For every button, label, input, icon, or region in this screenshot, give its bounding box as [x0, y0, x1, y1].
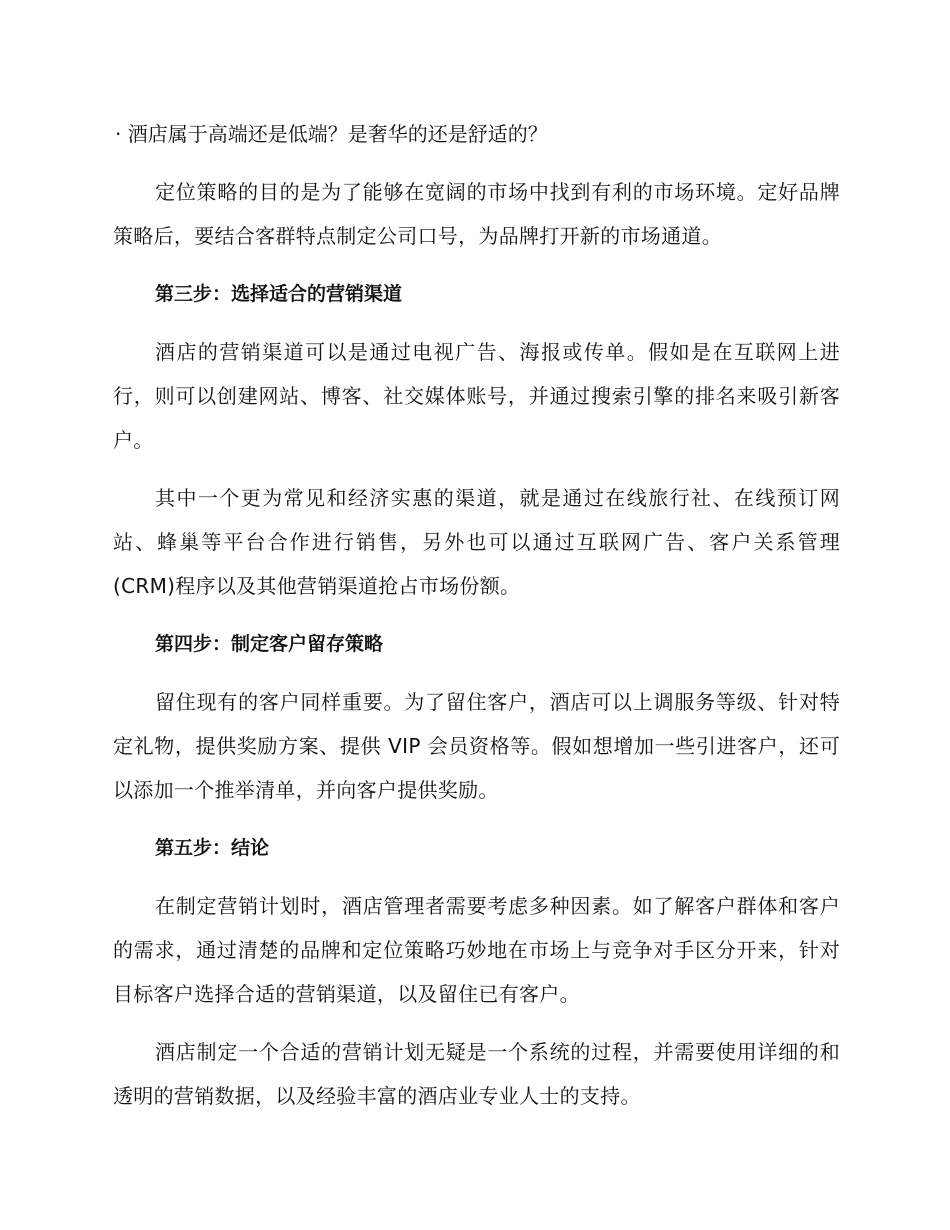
paragraph-closing: 酒店制定一个合适的营销计划无疑是一个系统的过程，并需要使用详细的和透明的营销数据，以及经验丰富的酒店业专业人士的支持。: [113, 1040, 840, 1108]
bullet-item: · 酒店属于高端还是低端？是奢华的还是舒适的？: [115, 122, 548, 146]
paragraph-conclusion: 在制定营销计划时，酒店管理者需要考虑多种因素。如了解客户群体和客户的需求，通过清楚的品牌和定位策略巧妙地在市场上与竞争对手区分开来，针对目标客户选择合适的营销渠道，以及留住已有客户。: [113, 894, 840, 1006]
heading-step-four: 第四步：制定客户留存策略: [155, 633, 384, 655]
paragraph-positioning-strategy: 定位策略的目的是为了能够在宽阔的市场中找到有利的市场环境。定好品牌策略后，要结合客群特点制定公司口号，为品牌打开新的市场通道。: [113, 180, 840, 248]
paragraph-customer-retention: 留住现有的客户同样重要。为了留住客户，酒店可以上调服务等级、针对特定礼物，提供奖励方案、提供 VIP 会员资格等。假如想增加一些引进客户，还可以添加一个推举清单，并向客户提供奖励。: [113, 690, 840, 802]
heading-step-three: 第三步：选择适合的营销渠道: [155, 283, 403, 305]
paragraph-online-channels: 其中一个更为常见和经济实惠的渠道，就是通过在线旅行社、在线预订网站、蜂巢等平台合作进行销售，另外也可以通过互联网广告、客户关系管理(CRM)程序以及其他营销渠道抢占市场份额。: [113, 486, 840, 598]
paragraph-marketing-channels: 酒店的营销渠道可以是通过电视广告、海报或传单。假如是在互联网上进行，则可以创建网站、博客、社交媒体账号，并通过搜索引擎的排名来吸引新客户。: [113, 340, 840, 452]
heading-step-five: 第五步：结论: [155, 837, 270, 859]
